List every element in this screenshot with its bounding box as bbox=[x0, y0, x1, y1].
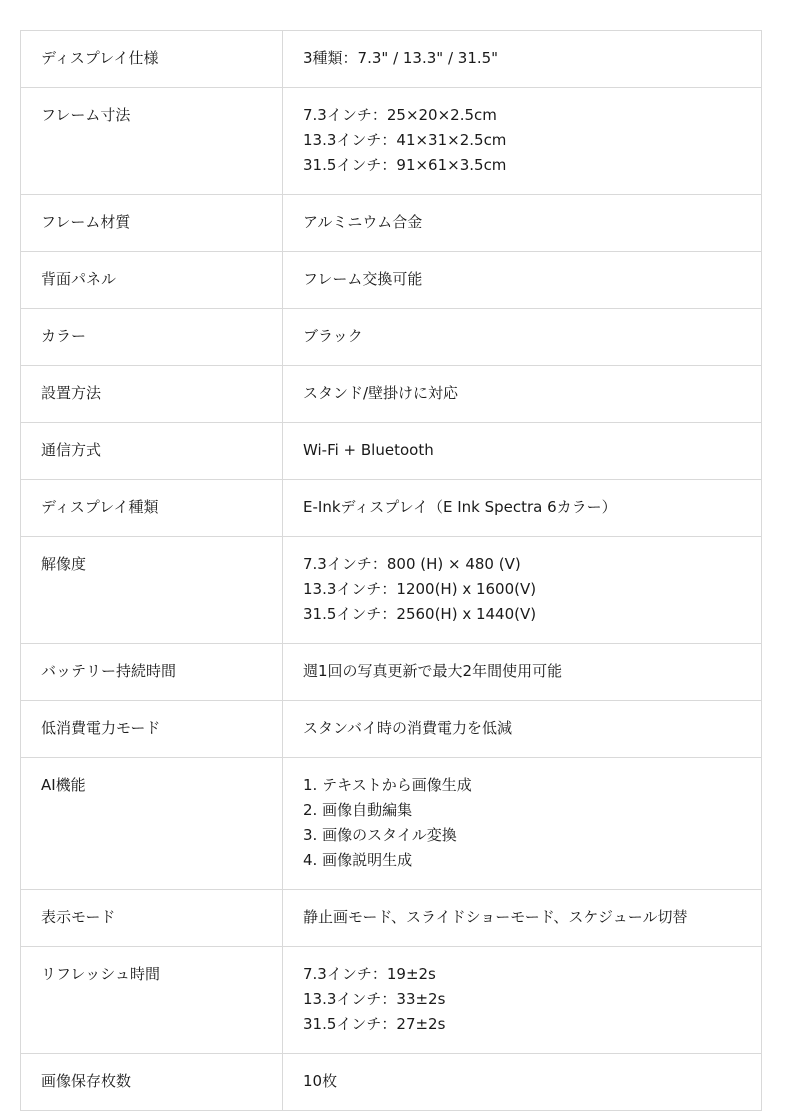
spec-row bbox=[21, 1054, 762, 1111]
spec-value bbox=[283, 947, 762, 1054]
spec-row bbox=[21, 644, 762, 701]
spec-value-line: 静止画モード、スライドショーモード、スケジュール切替 bbox=[303, 908, 688, 926]
spec-value-line: 4. 画像説明生成 bbox=[303, 851, 413, 869]
spec-value bbox=[283, 252, 762, 309]
spec-value bbox=[283, 1054, 762, 1111]
spec-value bbox=[283, 309, 762, 366]
spec-table bbox=[20, 30, 762, 1111]
spec-value bbox=[283, 890, 762, 947]
spec-value bbox=[283, 701, 762, 758]
spec-row bbox=[21, 423, 762, 480]
spec-label: バッテリー持続時間 bbox=[21, 644, 283, 701]
spec-value bbox=[283, 644, 762, 701]
spec-value-line: フレーム交換可能 bbox=[303, 270, 423, 288]
spec-value-line: 31.5インチ：91×61×3.5cm bbox=[303, 156, 507, 174]
spec-row bbox=[21, 758, 762, 890]
spec-value-line: 7.3インチ：19±2s bbox=[303, 965, 436, 983]
spec-row bbox=[21, 31, 762, 88]
spec-value-line: 3種類：7.3" / 13.3" / 31.5" bbox=[303, 49, 499, 67]
spec-value-line: 31.5インチ：2560(H) x 1440(V) bbox=[303, 605, 537, 623]
spec-value-line: スタンド/壁掛けに対応 bbox=[303, 384, 459, 402]
spec-label: ディスプレイ種類 bbox=[21, 480, 283, 537]
spec-row bbox=[21, 947, 762, 1054]
spec-label: 解像度 bbox=[21, 537, 283, 644]
spec-row bbox=[21, 88, 762, 195]
spec-row bbox=[21, 366, 762, 423]
spec-label: フレーム寸法 bbox=[21, 88, 283, 195]
spec-row bbox=[21, 480, 762, 537]
spec-value-line: 13.3インチ：33±2s bbox=[303, 990, 446, 1008]
spec-value-line: 31.5インチ：27±2s bbox=[303, 1015, 446, 1033]
spec-label: 設置方法 bbox=[21, 366, 283, 423]
spec-label: カラー bbox=[21, 309, 283, 366]
spec-label: 低消費電力モード bbox=[21, 701, 283, 758]
spec-value-line: スタンバイ時の消費電力を低減 bbox=[303, 719, 512, 737]
spec-value-line: アルミニウム合金 bbox=[303, 213, 423, 231]
spec-label: 表示モード bbox=[21, 890, 283, 947]
spec-value-line: Wi-Fi + Bluetooth bbox=[303, 441, 434, 459]
spec-row bbox=[21, 309, 762, 366]
spec-value-line: 13.3インチ：1200(H) x 1600(V) bbox=[303, 580, 537, 598]
spec-value-line: 7.3インチ：25×20×2.5cm bbox=[303, 106, 497, 124]
spec-label: ディスプレイ仕様 bbox=[21, 31, 283, 88]
spec-row bbox=[21, 701, 762, 758]
spec-row bbox=[21, 252, 762, 309]
spec-label: 背面パネル bbox=[21, 252, 283, 309]
spec-row bbox=[21, 890, 762, 947]
spec-table-body bbox=[21, 31, 762, 1111]
spec-value bbox=[283, 480, 762, 537]
spec-value bbox=[283, 758, 762, 890]
spec-value-line: ブラック bbox=[303, 327, 363, 345]
spec-value-line: 1. テキストから画像生成 bbox=[303, 776, 472, 794]
spec-value-line: 13.3インチ：41×31×2.5cm bbox=[303, 131, 507, 149]
spec-value bbox=[283, 423, 762, 480]
spec-value-line: 3. 画像のスタイル変換 bbox=[303, 826, 457, 844]
spec-value bbox=[283, 366, 762, 423]
spec-label: 通信方式 bbox=[21, 423, 283, 480]
spec-row bbox=[21, 537, 762, 644]
spec-value-line: E-Inkディスプレイ（E Ink Spectra 6カラー） bbox=[303, 498, 617, 516]
spec-value bbox=[283, 88, 762, 195]
spec-label: 画像保存枚数 bbox=[21, 1054, 283, 1111]
spec-label: AI機能 bbox=[21, 758, 283, 890]
spec-value-line: 2. 画像自動編集 bbox=[303, 801, 413, 819]
spec-value bbox=[283, 195, 762, 252]
spec-value-line: 週1回の写真更新で最大2年間使用可能 bbox=[303, 662, 563, 680]
spec-value bbox=[283, 537, 762, 644]
spec-value bbox=[283, 31, 762, 88]
spec-value-line: 10枚 bbox=[303, 1072, 338, 1090]
spec-label: フレーム材質 bbox=[21, 195, 283, 252]
spec-label: リフレッシュ時間 bbox=[21, 947, 283, 1054]
spec-row bbox=[21, 195, 762, 252]
spec-value-line: 7.3インチ：800 (H) × 480 (V) bbox=[303, 555, 521, 573]
